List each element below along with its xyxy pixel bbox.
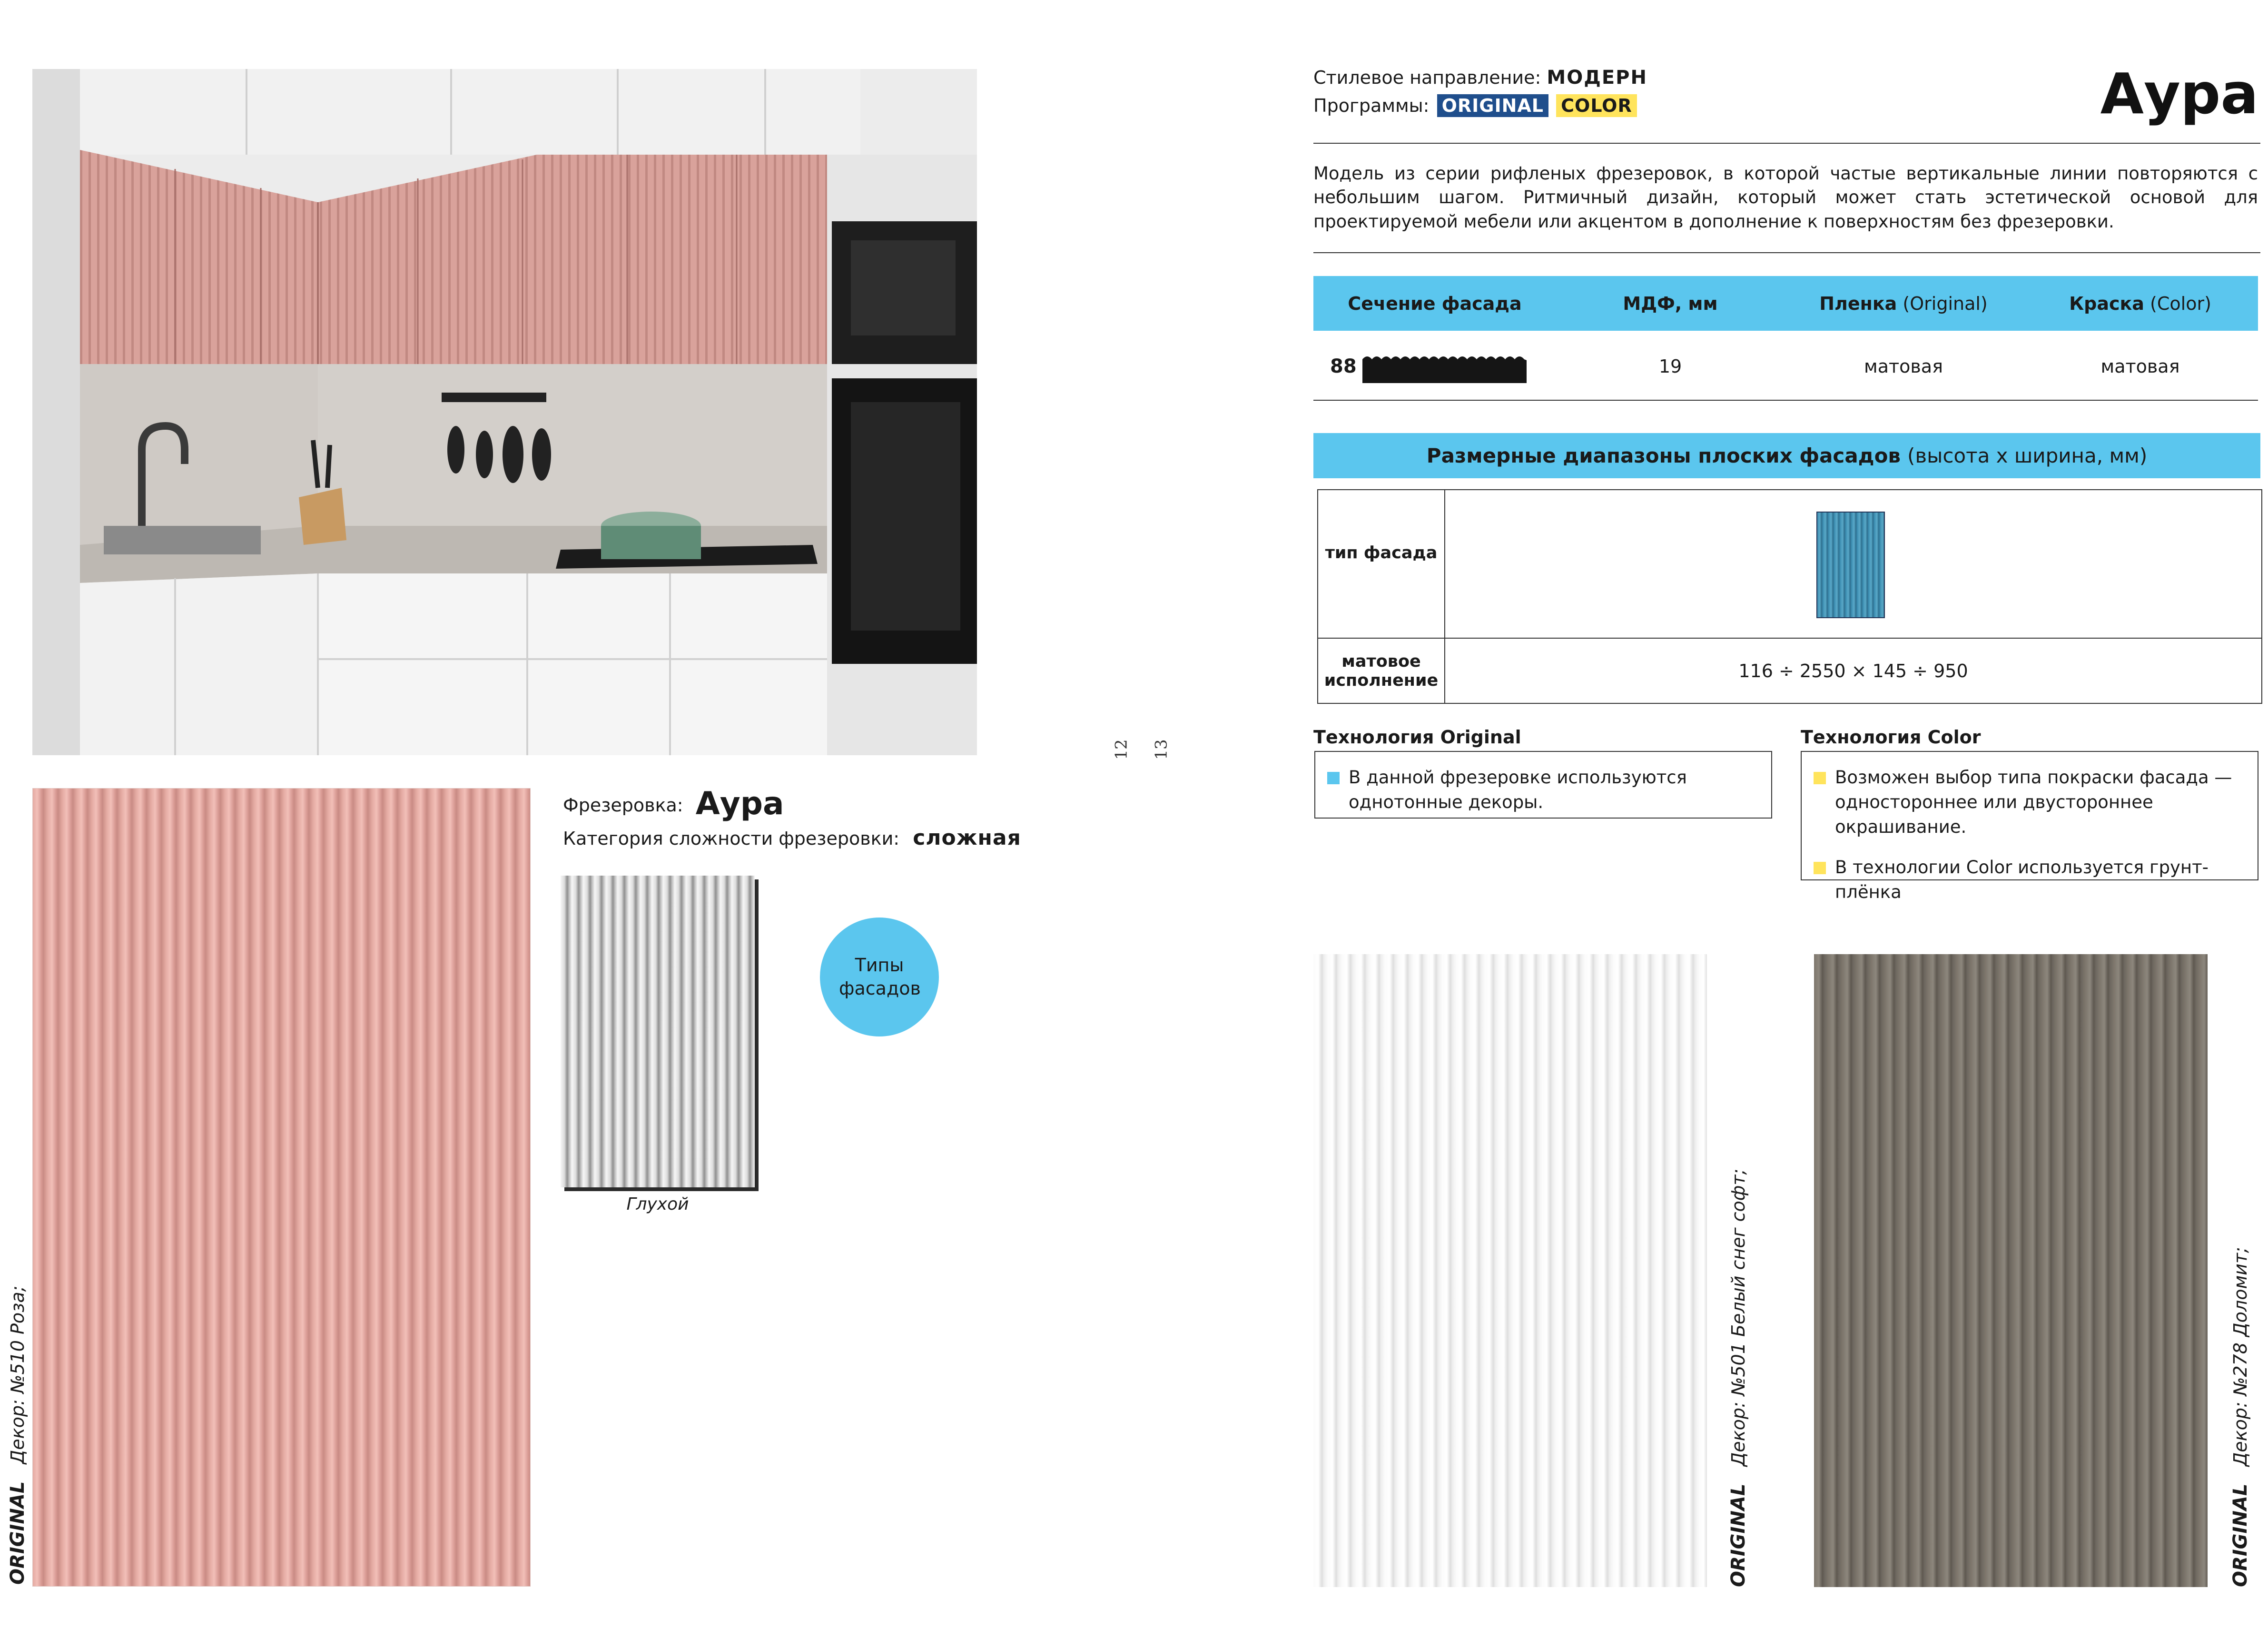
- size-range-value: 116 ÷ 2550 × 145 ÷ 950: [1738, 660, 1968, 681]
- blind-caption: Глухой: [626, 1194, 689, 1214]
- tech-color-box: [1801, 751, 2258, 903]
- white-decor-label: [1727, 1169, 1749, 1587]
- milling-name: Аура: [695, 785, 784, 822]
- page-title: Аура: [2100, 61, 2258, 127]
- pink-decor-name: Декор: №510 Роза;: [7, 1285, 28, 1464]
- kitchen-interior-photo: [32, 69, 977, 755]
- size-ranges-subtitle: (высота х ширина, мм): [1907, 444, 2148, 467]
- size-ranges-table: [1317, 489, 2262, 704]
- spec-header-paint: Краска (Color): [2069, 293, 2211, 314]
- size-ranges-header: [1313, 433, 2260, 478]
- section-cell: [1313, 350, 1556, 383]
- spec-header-film: Пленка (Original): [1819, 293, 1988, 314]
- white-facade-sample: [1313, 954, 1707, 1587]
- divider: [1313, 143, 2260, 144]
- blind-facade-sample: [561, 876, 755, 1187]
- white-tech-label: ORIGINAL: [1727, 1483, 1749, 1587]
- spec-table-row: [1313, 333, 2258, 401]
- page-number-left: 12: [1112, 739, 1131, 760]
- category-line: [563, 826, 1021, 850]
- facade-type-label: тип фасада: [1325, 543, 1438, 562]
- divider: [1313, 252, 2260, 253]
- spec-table-header: [1313, 276, 2258, 331]
- program-color-badge: COLOR: [1556, 94, 1637, 117]
- grey-tech-label: ORIGINAL: [2229, 1483, 2251, 1587]
- matte-finish-label: матовое исполнение: [1324, 652, 1439, 691]
- tech-color-title: Технология Color: [1801, 727, 1981, 748]
- size-ranges-title: Размерные диапазоны плоских фасадов: [1426, 444, 1901, 467]
- program-original-badge: ORIGINAL: [1437, 94, 1548, 117]
- style-label: Стилевое направление:: [1313, 67, 1541, 88]
- page-numbers: [1111, 740, 1186, 759]
- spec-header-mdf: МДФ, мм: [1623, 293, 1718, 314]
- grey-facade-sample: [1814, 954, 2208, 1587]
- milling-label: Фрезеровка:: [563, 795, 683, 816]
- category-label: Категория сложности фрезеровки:: [563, 828, 900, 849]
- tech-color-item: Возможен выбор типа покраски фасада — одностороннее или двустороннее окрашивание.: [1835, 765, 2248, 839]
- milling-line: [563, 785, 784, 822]
- facade-types-button[interactable]: [820, 918, 939, 1036]
- tech-original-title: Технология Original: [1313, 727, 1521, 748]
- category-value: сложная: [913, 826, 1021, 850]
- tech-original-box: [1314, 751, 1772, 819]
- white-decor-name: Декор: №501 Белый снег софт;: [1728, 1168, 1749, 1467]
- section-number: 88: [1330, 355, 1357, 377]
- style-direction: [1313, 67, 1647, 89]
- grey-decor-label: [2229, 1247, 2251, 1587]
- grey-decor-name: Декор: №278 Доломит;: [2230, 1247, 2251, 1467]
- spec-header-section: Сечение фасада: [1348, 293, 1522, 314]
- tech-original-item: В данной фрезеровке используются однотонные декоры.: [1349, 765, 1762, 815]
- model-description: Модель из серии рифленых фрезеровок, в которой частые вертикальные линии повторяются с небольшим шагом. Ритмичный дизайн, который может стать эстетической основой для проектируемой мебели или акцентом в дополнение к поверхностям без фрезеровки.: [1313, 163, 2258, 232]
- tech-color-item: В технологии Color используется грунт-плёнка: [1835, 855, 2248, 905]
- style-value: МОДЕРН: [1547, 67, 1647, 89]
- programs-label: Программы:: [1313, 95, 1430, 116]
- mdf-cell: 19: [1658, 356, 1682, 377]
- facade-type-icon: [1816, 512, 1885, 618]
- pink-facade-sample: [32, 788, 531, 1587]
- pink-decor-label: [7, 1286, 29, 1585]
- section-profile-icon: [1362, 350, 1529, 383]
- film-cell: матовая: [1864, 356, 1943, 377]
- programs-line: [1313, 94, 1637, 117]
- page-number-right: 13: [1152, 739, 1171, 760]
- facade-types-label: Типы фасадов: [839, 954, 921, 999]
- paint-cell: матовая: [2100, 356, 2180, 377]
- pink-tech-label: ORIGINAL: [7, 1481, 29, 1585]
